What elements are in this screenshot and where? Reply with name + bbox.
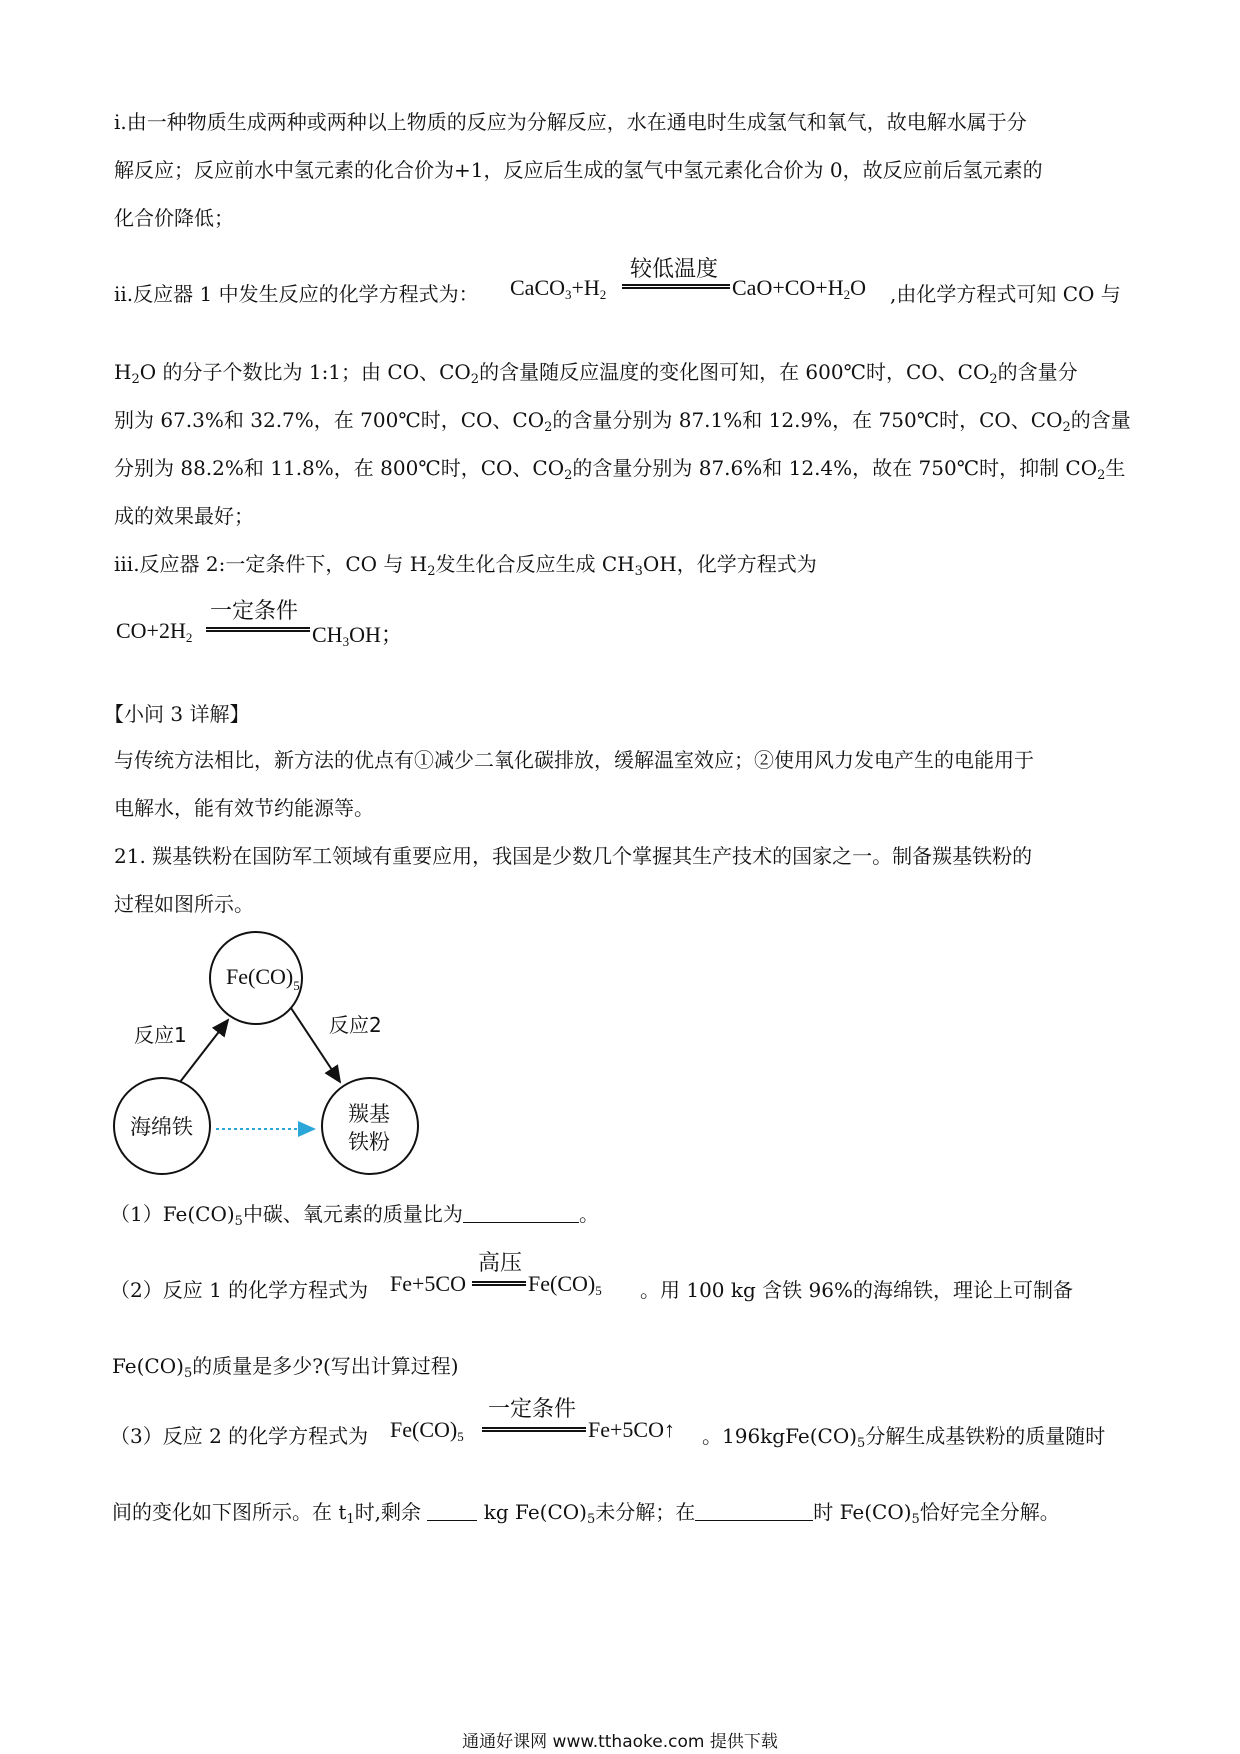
heading-q3-detail: 【小问 3 详解】 — [104, 702, 250, 726]
q21-part2-tail: 。用 100 kg 含铁 96%的海绵铁，理论上可制备 — [640, 1278, 1073, 1302]
edge-reaction2-label: 反应2 — [329, 1013, 382, 1037]
q21-part3-line2: 间的变化如下图所示。在 $t_1$时,剩余 kg $Fe(CO)_5$未分解；在 时 $Fe(CO)_5$恰好完全分解。 — [112, 1500, 1060, 1527]
node-sponge-iron-label: 海绵铁 — [130, 1115, 193, 1139]
edge-reaction1-label: 反应1 — [134, 1023, 187, 1047]
eq1-condition: 较低温度 — [630, 257, 719, 282]
process-diagram — [108, 920, 428, 1180]
eq4-left: $Fe(CO)_5$ — [390, 1417, 464, 1444]
para-i-line2: 解反应；反应前水中氢元素的化合价为+1，反应后生成的氢气中氢元素化合价为 0，故反应前后氢元素的 — [114, 158, 1043, 182]
eq3-left: Fe+5CO — [390, 1271, 466, 1296]
node-carbonyl-iron-label-2: 铁粉 — [348, 1130, 390, 1154]
eq4-condition: 一定条件 — [488, 1397, 577, 1422]
para-q3-line1: 与传统方法相比，新方法的优点有①减少二氧化碳排放，缓解温室效应；②使用风力发电产生的电能用于 — [114, 748, 1034, 772]
eq4-right: Fe+5CO↑ — [588, 1417, 675, 1442]
node-carbonyl-iron — [322, 1078, 418, 1174]
eq3-equals-sign — [472, 1281, 526, 1286]
para-ii-line5: 成的效果最好； — [114, 504, 254, 528]
answer-blank-3[interactable] — [695, 1502, 813, 1521]
para-ii-tail: ,由化学方程式可知 CO 与 — [890, 282, 1121, 306]
eq2-condition: 一定条件 — [210, 599, 299, 624]
para-ii-line4: 分别为 88.2%和 11.8%，在 800℃时，CO、$CO_2$的含量分别为 87.6%和 12.4%，故在 750℃时，抑制 $CO_2$生 — [114, 456, 1126, 483]
arrow-reaction1 — [180, 1020, 228, 1082]
eq2-left: $CO+2H_2$ — [116, 618, 193, 645]
eq1-right: $CaO+CO+H_2O$ — [732, 275, 866, 302]
para-iii-line1: iii.反应器 2:一定条件下，CO 与 $H_2$发生化合反应生成 $CH_3OH$，化学方程式为 — [114, 552, 817, 579]
para-i-line1: i.由一种物质生成两种或两种以上物质的反应为分解反应，水在通电时生成氢气和氧气，故电解水属于分 — [114, 110, 1027, 134]
eq1-equals-sign — [622, 284, 730, 289]
q21-stem-line2: 过程如图所示。 — [114, 892, 254, 916]
eq2-equals-sign — [206, 627, 310, 632]
page-footer: 通通好课网 www.tthaoke.com 提供下载 — [462, 1732, 778, 1752]
q21-part1: $(1)Fe(CO)_5$中碳、氧元素的质量比为 。 — [110, 1202, 599, 1229]
eq3-right: $Fe(CO)_5$ — [528, 1271, 602, 1298]
para-ii-line2: $H_2O$ 的分子个数比为 1:1；由 CO、$CO_2$的含量随反应温度的变化图可知，在 600℃时，CO、$CO_2$的含量分 — [114, 360, 1078, 387]
para-ii-line3: 别为 67.3%和 32.7%，在 700℃时，CO、$CO_2$的含量分别为 87.1%和 12.9%，在 750℃时，CO、$CO_2$的含量 — [114, 408, 1131, 435]
answer-blank-2[interactable] — [427, 1502, 477, 1521]
eq1-left: $CaCO_3+H_2$ — [510, 275, 607, 302]
answer-blank-1[interactable] — [463, 1204, 579, 1223]
q21-part2-intro: （2）反应 1 的化学方程式为 — [110, 1278, 369, 1302]
node-fe-co5-label: $Fe(CO)_5$ — [226, 964, 300, 993]
q21-part2-line2: $Fe(CO)_5$的质量是多少?(写出计算过程) — [112, 1354, 459, 1381]
para-q3-line2: 电解水，能有效节约能源等。 — [114, 796, 374, 820]
q21-stem-line1: 21. 羰基铁粉在国防军工领域有重要应用，我国是少数几个掌握其生产技术的国家之一。制备羰基铁粉的 — [114, 844, 1033, 868]
eq4-equals-sign — [482, 1427, 586, 1432]
q21-part3-intro: （3）反应 2 的化学方程式为 — [110, 1424, 369, 1448]
q21-part3-tail: 。$196kgFe(CO)_5$分解生成基铁粉的质量随时 — [702, 1424, 1106, 1451]
para-ii-intro: ii.反应器 1 中发生反应的化学方程式为： — [114, 282, 479, 306]
eq2-right: $CH_3OH$； — [312, 622, 403, 649]
para-i-line3: 化合价降低； — [114, 206, 234, 230]
eq3-condition: 高压 — [478, 1251, 523, 1276]
node-carbonyl-iron-label-1: 羰基 — [348, 1102, 390, 1126]
